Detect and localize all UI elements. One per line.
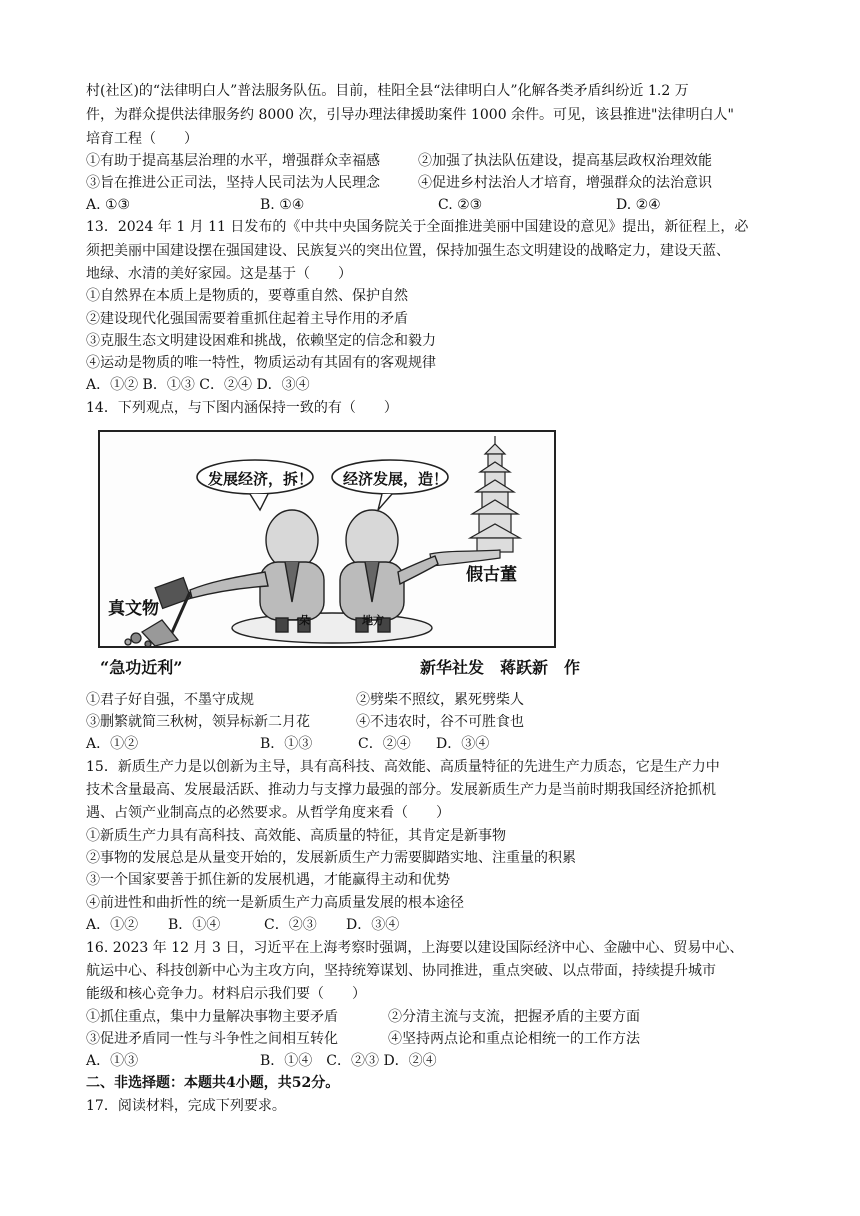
q16-line-3: 能级和核心竞争力。材料启示我们要（ ） <box>86 986 366 1002</box>
q13-option-4: ④运动是物质的唯一特性，物质运动有其固有的客观规律 <box>86 355 436 371</box>
q14-stem: 14．下列观点，与下图内涵保持一致的有（ ） <box>86 400 398 416</box>
q16-line-1: 16. 2023 年 12 月 3 日，习近平在上海考察时强调，上海要以建设国际经济中心、金融中心、贸易中心、 <box>86 940 744 956</box>
q15-option-1: ①新质生产力具有高科技、高效能、高质量的特征，其肯定是新事物 <box>86 828 506 844</box>
q12-choice-c: C. ②③ <box>438 197 483 213</box>
q13-line-1: 13．2024 年 1 月 11 日发布的《中共中央国务院关于全面推进美丽中国建设的意见》提出，新征程上，必 <box>86 219 749 235</box>
q14-option-1: ①君子好自强，不墨守成规 <box>86 692 254 708</box>
q14-option-3: ③删繁就简三秋树，领异标新二月花 <box>86 714 310 730</box>
q12-option-2: ②加强了执法队伍建设，提高基层政权治理效能 <box>418 153 712 169</box>
cartoon-caption-title: “急功近利” <box>100 658 183 677</box>
q16-options-row-2 <box>86 1028 640 1050</box>
q16-option-3: ③促进矛盾同一性与斗争性之间相互转化 <box>86 1031 338 1047</box>
q14-choice-a: A．①② <box>86 736 139 752</box>
q12-option-4: ④促进乡村法治人才培育，增强群众的法治意识 <box>418 175 712 191</box>
cartoon-bubble-left: 发展经济，拆！ <box>208 470 314 488</box>
q12-options-row-1 <box>86 150 712 172</box>
q15-choice-a: A．①② <box>86 917 139 933</box>
q14-option-4: ④不违农时，谷不可胜食也 <box>356 714 524 730</box>
q15-choices <box>86 914 399 936</box>
q15-choice-b: B．①④ <box>168 917 221 933</box>
q16-choice-a: A．①③ <box>86 1053 139 1069</box>
q16-option-2: ②分清主流与支流，把握矛盾的主要方面 <box>388 1009 640 1025</box>
q12-choices <box>86 194 661 216</box>
section-heading: 二、非选择题：本题共4小题，共52分。 <box>86 1075 340 1091</box>
q15-option-3: ③一个国家要善于抓住新的发展机遇，才能赢得主动和优势 <box>86 872 450 888</box>
q14-option-2: ②劈柴不照纹，累死劈柴人 <box>356 692 524 708</box>
q13-option-3: ③克服生态文明建设困难和挑战，依赖坚定的信念和毅力 <box>86 333 436 349</box>
q14-options-row-2 <box>86 711 524 733</box>
cartoon-bubble-right: 经济发展，造！ <box>343 470 449 488</box>
q13-line-3: 地绿、水清的美好家园。这是基于（ ） <box>86 266 352 282</box>
q16-option-4: ④坚持两点论和重点论相统一的工作方法 <box>388 1031 640 1047</box>
q14-choice-d: D．③④ <box>436 736 490 752</box>
q15-option-2: ②事物的发展总是从量变开始的，发展新质生产力需要脚踏实地、注重量的积累 <box>86 850 576 866</box>
q12-options-row-2 <box>86 172 712 194</box>
q12-option-1: ①有助于提高基层治理的水平，增强群众幸福感 <box>86 153 380 169</box>
cartoon-image <box>98 430 556 648</box>
q15-line-1: 15．新质生产力是以创新为主导，具有高科技、高效能、高质量特征的先进生产力质态，它是生产力中 <box>86 759 720 775</box>
q12-line-2: 件，为群众提供法律服务约 8000 次，引导办理法律援助案件 1000 余件。可见，该县推进"法律明白人" <box>86 107 734 123</box>
q14-options-row-1 <box>86 689 524 711</box>
cartoon-label-left-figure: 一朵 <box>288 614 310 627</box>
q15-line-3: 遇、占领产业制高点的必然要求。从哲学角度来看（ ） <box>86 805 450 821</box>
q12-choice-a: A. ①③ <box>86 197 131 213</box>
cartoon-drawing <box>100 432 556 648</box>
q12-line-3: 培育工程（ ） <box>86 131 198 147</box>
q16-option-1: ①抓住重点，集中力量解决事物主要矛盾 <box>86 1009 338 1025</box>
q15-option-4: ④前进性和曲折性的统一是新质生产力高质量发展的根本途径 <box>86 895 464 911</box>
q12-option-3: ③旨在推进公正司法，坚持人民司法为人民理念 <box>86 175 380 191</box>
cartoon-label-fake-antique: 假古董 <box>466 565 517 585</box>
q13-option-1: ①自然界在本质上是物质的，要尊重自然、保护自然 <box>86 288 408 304</box>
q15-choice-c: C．②③ <box>264 917 317 933</box>
q13-line-2: 须把美丽中国建设摆在强国建设、民族复兴的突出位置，保持加强生态文明建设的战略定力，建设天蓝、 <box>86 243 730 259</box>
q14-choices <box>86 733 489 755</box>
q15-line-2: 技术含量最高、发展最活跃、推动力与支撑力最强的部分。发展新质生产力是当前时期我国经济抢抓机 <box>86 782 716 798</box>
q16-options-row-1 <box>86 1006 640 1028</box>
q14-choice-c: C．②④ <box>358 736 411 752</box>
q16-choice-rest: B．①④ C．②③ D．②④ <box>260 1053 437 1069</box>
q17-stem: 17．阅读材料，完成下列要求。 <box>86 1098 286 1114</box>
q15-choice-d: D．③④ <box>346 917 400 933</box>
cartoon-label-real-relic: 真文物 <box>108 599 159 619</box>
q13-choices: A．①② B．①③ C．②④ D．③④ <box>86 377 310 393</box>
q12-choice-d: D. ②④ <box>616 197 661 213</box>
cartoon-caption-credit: 新华社发 蒋跃新 作 <box>420 658 581 677</box>
q12-choice-b: B. ①④ <box>260 197 305 213</box>
q16-line-2: 航运中心、科技创新中心为主攻方向，坚持统筹谋划、协同推进，重点突破、以点带面，持续提升城市 <box>86 963 716 979</box>
q14-choice-b: B．①③ <box>260 736 313 752</box>
q16-choices <box>86 1050 437 1072</box>
cartoon-label-right-figure: 地方 <box>362 614 384 627</box>
q13-option-2: ②建设现代化强国需要着重抓住起着主导作用的矛盾 <box>86 311 408 327</box>
q12-line-1: 村(社区)的“法律明白人”普法服务队伍。目前，桂阳全县“法律明白人”化解各类矛盾纠纷近 1.2 万 <box>86 83 689 99</box>
